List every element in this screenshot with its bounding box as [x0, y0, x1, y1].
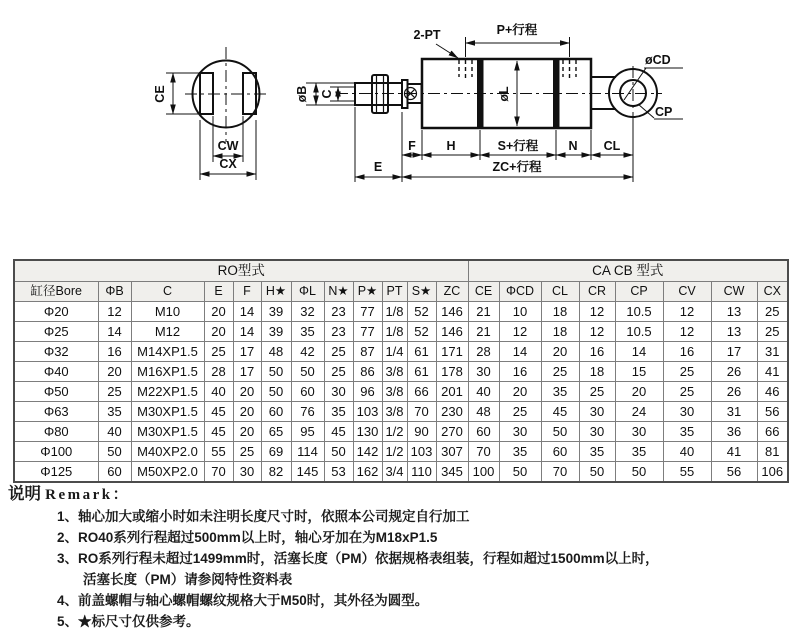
remark-line: 3、RO系列行程未超过1499mm时，活塞长度（PM）依据规格表组装，行程如超过1500mm以上时，: [57, 551, 659, 566]
table-cell: 345: [436, 462, 468, 483]
table-cell: 13: [711, 302, 757, 322]
table-cell: 26: [711, 362, 757, 382]
table-row: [14, 442, 788, 462]
dim-label-phi-b: øB: [295, 85, 309, 103]
table-cell: 26: [711, 382, 757, 402]
table-cell: 39: [261, 322, 291, 342]
table-cell: 1/2: [382, 442, 407, 462]
table-cell: 56: [711, 462, 757, 483]
table-cell: 13: [711, 322, 757, 342]
table-cell: 61: [407, 362, 436, 382]
table-cell: 14: [233, 302, 261, 322]
table-cell: 14: [615, 342, 663, 362]
table-cell: M14XP1.5: [131, 342, 204, 362]
table-cell: 178: [436, 362, 468, 382]
table-cell: 28: [468, 342, 499, 362]
table-cell: M30XP1.5: [131, 402, 204, 422]
table-column-header: CE: [468, 282, 499, 302]
table-cell: 30: [663, 402, 711, 422]
table-cell: 60: [98, 462, 131, 483]
table-cell: 25: [663, 362, 711, 382]
table-cell: 12: [98, 302, 131, 322]
table-cell: 270: [436, 422, 468, 442]
table-cell: 66: [757, 422, 788, 442]
table-cell: 81: [757, 442, 788, 462]
table-cell: 95: [291, 422, 324, 442]
remarks-title-en: Remark：: [45, 487, 131, 503]
table-cell: 45: [324, 422, 353, 442]
table-cell: 18: [541, 302, 579, 322]
table-cell: 103: [353, 402, 382, 422]
table-cell: 1/8: [382, 302, 407, 322]
table-cell: 106: [757, 462, 788, 483]
table-cell: 23: [324, 322, 353, 342]
table-cell: 35: [324, 402, 353, 422]
table-cell: 77: [353, 322, 382, 342]
table-column-header: CW: [711, 282, 757, 302]
table-row: [14, 422, 788, 442]
table-cell: 24: [615, 402, 663, 422]
table-cell: 12: [579, 302, 615, 322]
remark-line: 活塞长度（PM）请参阅特性资料表: [83, 572, 293, 587]
dim-label-e: E: [373, 160, 383, 174]
table-cell: 30: [615, 422, 663, 442]
table-cell: 25: [663, 382, 711, 402]
dim-label-cp: CP: [655, 105, 673, 119]
table-cell: 18: [579, 362, 615, 382]
table-cell: 21: [468, 302, 499, 322]
table-cell: 20: [233, 422, 261, 442]
table-column-header: CX: [757, 282, 788, 302]
remarks-title-cn: 说明: [8, 484, 41, 503]
table-cell: 12: [579, 322, 615, 342]
table-cell: 23: [324, 302, 353, 322]
dim-label-cl: CL: [603, 139, 621, 153]
table-cell: 25: [499, 402, 541, 422]
table-column-header: ΦL: [291, 282, 324, 302]
table-cell: 14: [233, 322, 261, 342]
table-column-header: CV: [663, 282, 711, 302]
table-cell: 35: [499, 442, 541, 462]
table-row: [14, 322, 788, 342]
table-cell: 20: [233, 382, 261, 402]
table-cell: 56: [757, 402, 788, 422]
table-cell: M50XP2.0: [131, 462, 204, 483]
table-cell: 20: [499, 382, 541, 402]
table-cell: 20: [204, 302, 233, 322]
table-cell: 1/2: [382, 422, 407, 442]
table-cell: 16: [499, 362, 541, 382]
table-column-header: ΦB: [98, 282, 131, 302]
table-cell: 40: [204, 382, 233, 402]
table-row: [14, 402, 788, 422]
table-cell: 87: [353, 342, 382, 362]
table-cell: 70: [204, 462, 233, 483]
table-column-header: E: [204, 282, 233, 302]
table-cell: 3/8: [382, 402, 407, 422]
table-cell: 16: [98, 342, 131, 362]
table-cell: 31: [757, 342, 788, 362]
table-cell: 25: [757, 322, 788, 342]
remarks-list: [57, 506, 659, 631]
table-row: [14, 342, 788, 362]
table-cell: 50: [499, 462, 541, 483]
table-cell: 18: [541, 322, 579, 342]
table-column-header: H★: [261, 282, 291, 302]
table-cell: 45: [541, 402, 579, 422]
table-row: [14, 462, 788, 483]
table-cell: 17: [233, 342, 261, 362]
table-cell: 61: [407, 342, 436, 362]
table-row: [14, 362, 788, 382]
table-cell: 41: [757, 362, 788, 382]
table-cell: 40: [98, 422, 131, 442]
table-cell: 50: [324, 442, 353, 462]
table-cell: Φ25: [14, 322, 98, 342]
table-cell: M30XP1.5: [131, 422, 204, 442]
spec-table: [13, 259, 789, 483]
table-cell: 90: [407, 422, 436, 442]
technical-drawing: [0, 0, 790, 252]
table-cell: 48: [468, 402, 499, 422]
table-cell: 10.5: [615, 302, 663, 322]
table-cell: 86: [353, 362, 382, 382]
table-cell: 60: [261, 402, 291, 422]
table-cell: 41: [711, 442, 757, 462]
table-cell: 69: [261, 442, 291, 462]
table-cell: 36: [711, 422, 757, 442]
table-cell: 48: [261, 342, 291, 362]
table-column-header: PT: [382, 282, 407, 302]
table-cell: 96: [353, 382, 382, 402]
table-cell: 145: [291, 462, 324, 483]
table-cell: Φ125: [14, 462, 98, 483]
remarks-section: [8, 480, 659, 631]
table-cell: 307: [436, 442, 468, 462]
table-cell: 50: [541, 422, 579, 442]
table-cell: M40XP2.0: [131, 442, 204, 462]
table-cell: 20: [204, 322, 233, 342]
table-cell: 130: [353, 422, 382, 442]
table-cell: 10.5: [615, 322, 663, 342]
table-cell: 1/8: [382, 322, 407, 342]
table-column-header: ΦCD: [499, 282, 541, 302]
table-cell: 32: [291, 302, 324, 322]
table-cell: 17: [711, 342, 757, 362]
table-cell: 162: [353, 462, 382, 483]
table-cell: 50: [291, 362, 324, 382]
remark-line: 2、RO40系列行程超过500mm以上时，轴心牙加在为M18xP1.5: [57, 530, 438, 545]
dim-label-phi-cd: øCD: [645, 53, 671, 67]
table-column-header: CR: [579, 282, 615, 302]
table-group-header: CA CB 型式: [468, 260, 788, 282]
table-cell: 12: [663, 322, 711, 342]
table-cell: 35: [541, 382, 579, 402]
table-cell: 100: [468, 462, 499, 483]
table-cell: 76: [291, 402, 324, 422]
table-cell: 114: [291, 442, 324, 462]
table-cell: 25: [541, 362, 579, 382]
table-column-header: S★: [407, 282, 436, 302]
table-cell: 60: [468, 422, 499, 442]
table-cell: 52: [407, 302, 436, 322]
table-cell: 20: [233, 402, 261, 422]
table-cell: 30: [233, 462, 261, 483]
table-cell: 50: [579, 462, 615, 483]
table-cell: 70: [468, 442, 499, 462]
dim-label-h: H: [446, 139, 456, 153]
table-cell: Φ80: [14, 422, 98, 442]
table-row: [14, 302, 788, 322]
table-column-header: 缸径Bore: [14, 282, 98, 302]
table-cell: 146: [436, 322, 468, 342]
table-cell: 35: [615, 442, 663, 462]
table-cell: 30: [324, 382, 353, 402]
dim-label-c: C: [320, 89, 334, 99]
table-cell: M16XP1.5: [131, 362, 204, 382]
table-cell: 50: [98, 442, 131, 462]
table-column-header: F: [233, 282, 261, 302]
table-group-header-row: [14, 260, 788, 282]
table-cell: 30: [579, 402, 615, 422]
table-cell: 77: [353, 302, 382, 322]
dim-label-cw: CW: [217, 139, 239, 153]
table-cell: 52: [407, 322, 436, 342]
table-column-header: CP: [615, 282, 663, 302]
table-cell: M12: [131, 322, 204, 342]
table-column-header: N★: [324, 282, 353, 302]
table-cell: 45: [204, 402, 233, 422]
table-column-header: P★: [353, 282, 382, 302]
table-cell: 3/8: [382, 362, 407, 382]
table-cell: 25: [204, 342, 233, 362]
table-cell: 20: [541, 342, 579, 362]
table-cell: 45: [204, 422, 233, 442]
table-cell: 25: [757, 302, 788, 322]
table-cell: 146: [436, 302, 468, 322]
table-cell: 1/4: [382, 342, 407, 362]
side-view: [295, 22, 683, 182]
table-cell: 70: [407, 402, 436, 422]
remark-line: 5、★标尺寸仅供参考。: [57, 614, 200, 629]
dim-label-p-stroke: P+行程: [496, 23, 538, 37]
end-view: [153, 47, 268, 180]
table-cell: 25: [233, 442, 261, 462]
table-cell: 3/8: [382, 382, 407, 402]
table-cell: 142: [353, 442, 382, 462]
table-cell: 82: [261, 462, 291, 483]
table-cell: 201: [436, 382, 468, 402]
table-body: [14, 302, 788, 483]
table-cell: 31: [711, 402, 757, 422]
table-cell: 55: [663, 462, 711, 483]
table-cell: Φ63: [14, 402, 98, 422]
remark-line: 1、轴心加大或缩小时如未注明长度尺寸时，依照本公司规定自行加工: [57, 509, 470, 524]
port-label-2pt: 2-PT: [413, 28, 441, 42]
table-cell: M22XP1.5: [131, 382, 204, 402]
table-cell: 25: [98, 382, 131, 402]
table-column-header: C: [131, 282, 204, 302]
remark-line: 4、前盖螺帽与轴心螺帽螺纹规格大于M50时，其外径为圆型。: [57, 593, 429, 608]
table-cell: 230: [436, 402, 468, 422]
table-cell: 50: [615, 462, 663, 483]
table-cell: 40: [468, 382, 499, 402]
table-cell: 35: [291, 322, 324, 342]
table-cell: 25: [324, 362, 353, 382]
table-cell: 40: [663, 442, 711, 462]
table-cell: 14: [98, 322, 131, 342]
table-cell: 171: [436, 342, 468, 362]
table-cell: 20: [615, 382, 663, 402]
dim-label-phi-l: øL: [497, 86, 511, 102]
table-cell: 66: [407, 382, 436, 402]
dim-label-cx: CX: [219, 157, 237, 171]
table-cell: Φ32: [14, 342, 98, 362]
table-cell: 35: [663, 422, 711, 442]
table-cell: 65: [261, 422, 291, 442]
table-cell: Φ50: [14, 382, 98, 402]
table-column-header: ZC: [436, 282, 468, 302]
table-cell: Φ40: [14, 362, 98, 382]
table-cell: 42: [291, 342, 324, 362]
table-column-header: CL: [541, 282, 579, 302]
table-cell: 50: [261, 382, 291, 402]
table-cell: 12: [663, 302, 711, 322]
dim-label-ce: CE: [153, 85, 167, 103]
table-cell: 30: [579, 422, 615, 442]
table-cell: 16: [663, 342, 711, 362]
table-cell: M10: [131, 302, 204, 322]
dim-label-zc-stroke: ZC+行程: [492, 160, 542, 174]
table-cell: 53: [324, 462, 353, 483]
table-cell: 25: [579, 382, 615, 402]
table-cell: 46: [757, 382, 788, 402]
table-cell: 60: [541, 442, 579, 462]
table-cell: 103: [407, 442, 436, 462]
table-cell: 14: [499, 342, 541, 362]
table-cell: 39: [261, 302, 291, 322]
table-cell: 70: [541, 462, 579, 483]
table-cell: Φ20: [14, 302, 98, 322]
table-cell: 17: [233, 362, 261, 382]
table-cell: 10: [499, 302, 541, 322]
table-group-header: RO型式: [14, 260, 468, 282]
table-cell: 25: [324, 342, 353, 362]
dim-label-f: F: [408, 139, 416, 153]
table-row: [14, 382, 788, 402]
table-cell: 60: [291, 382, 324, 402]
dim-label-n: N: [568, 139, 578, 153]
table-cell: 15: [615, 362, 663, 382]
table-column-header-row: [14, 282, 788, 302]
table-cell: 35: [579, 442, 615, 462]
table-cell: 55: [204, 442, 233, 462]
table-cell: 50: [261, 362, 291, 382]
table-cell: 20: [98, 362, 131, 382]
table-cell: 35: [98, 402, 131, 422]
table-cell: 28: [204, 362, 233, 382]
dim-label-s-stroke: S+行程: [497, 139, 539, 153]
table-cell: 12: [499, 322, 541, 342]
table-cell: 110: [407, 462, 436, 483]
table-cell: 21: [468, 322, 499, 342]
table-cell: Φ100: [14, 442, 98, 462]
table-cell: 16: [579, 342, 615, 362]
remarks-title: [8, 480, 659, 504]
table-cell: 30: [499, 422, 541, 442]
table-cell: 30: [468, 362, 499, 382]
table-cell: 3/4: [382, 462, 407, 483]
